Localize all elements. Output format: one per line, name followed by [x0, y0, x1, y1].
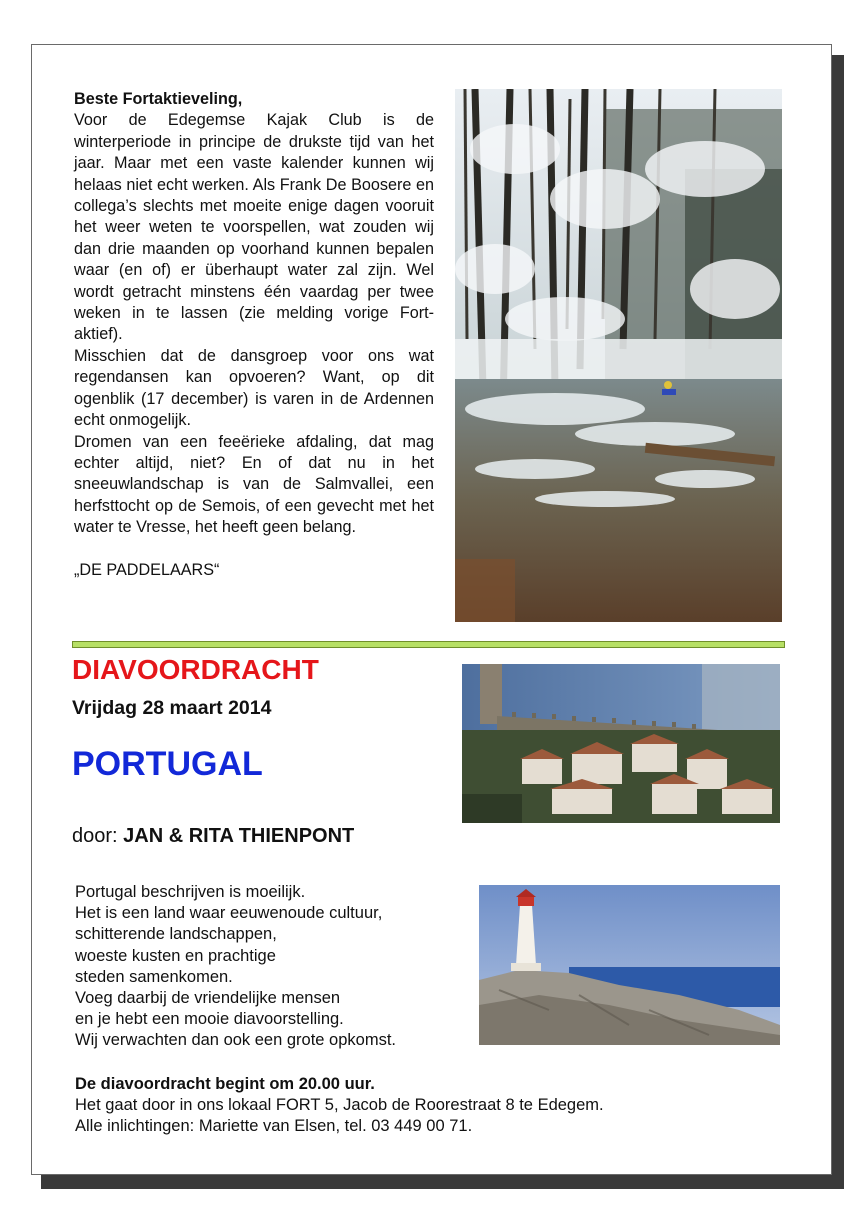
- presenters-names: JAN & RITA THIENPONT: [123, 825, 355, 847]
- event-date: Vrijdag 28 maart 2014: [72, 697, 272, 719]
- portugal-village-photo: [462, 664, 780, 823]
- description-line: Het is een land waar eeuwenoude cultuur,: [75, 904, 383, 923]
- location: Het gaat door in ons lokaal FORT 5, Jacob de Roorestraat 8 te Edegem.: [75, 1096, 604, 1115]
- contact: Alle inlichtingen: Mariette van Elsen, tel. 03 449 00 71.: [75, 1117, 473, 1136]
- start-time: De diavoordracht begint om 20.00 uur.: [75, 1075, 375, 1093]
- winter-river-photo: [455, 89, 782, 622]
- letter-greeting: Beste Fortaktieveling,: [74, 90, 243, 108]
- event-country: PORTUGAL: [72, 745, 263, 783]
- section-divider: [72, 641, 785, 648]
- description-line: woeste kusten en prachtige: [75, 946, 276, 965]
- event-info: [75, 1074, 604, 1138]
- letter-signature: „DE PADDELAARS“: [74, 560, 220, 579]
- description-line: Wij verwachten dan ook een grote opkomst.: [75, 1031, 397, 1050]
- description-line: schitterende landschappen,: [75, 925, 277, 944]
- description-line: en je hebt een mooie diavoorstelling.: [75, 1010, 344, 1029]
- letter-paragraph: Dromen van een feeërieke afdaling, dat mag echter altijd, niet? En of dat nu in het sneeuwlandschap is van de Salmvallei, een herfsttocht op de Semois, of een gevecht met het water te Vresse, het heeft geen belang.: [74, 432, 434, 537]
- event-description: [75, 882, 396, 1052]
- letter-paragraph: Voor de Edegemse Kajak Club is de winterperiode in principe de drukste tijd van het jaar. Maar met een vaste kalender kunnen wij helaas niet echt werken. Als Frank De Boosere en collega’s slechts met moeite enige dagen vooruit het weer weten te voorspellen, wat zouden wij dan drie maanden op voorhand kunnen bepalen waar (en of) er überhaupt water zal zijn. Wel wordt getracht minstens één vaardag per twee weken in te lassen (zie melding vorige Fort-aktief).: [74, 111, 434, 344]
- lighthouse-photo: [479, 885, 780, 1045]
- description-line: steden samenkomen.: [75, 967, 233, 986]
- presenters-prefix: door:: [72, 825, 124, 847]
- description-line: Portugal beschrijven is moeilijk.: [75, 883, 306, 901]
- newsletter-page: [31, 44, 832, 1175]
- description-line: Voeg daarbij de vriendelijke mensen: [75, 989, 341, 1008]
- letter-paragraph: Misschien dat de dansgroep voor ons wat regendansen kan opvoeren? Want, op dit ogenblik (17 december) is varen in de Ardennen echt onmogelijk.: [74, 346, 434, 430]
- event-presenters: [72, 825, 354, 848]
- club-letter: [74, 89, 434, 581]
- event-title: DIAVOORDRACHT: [72, 654, 319, 685]
